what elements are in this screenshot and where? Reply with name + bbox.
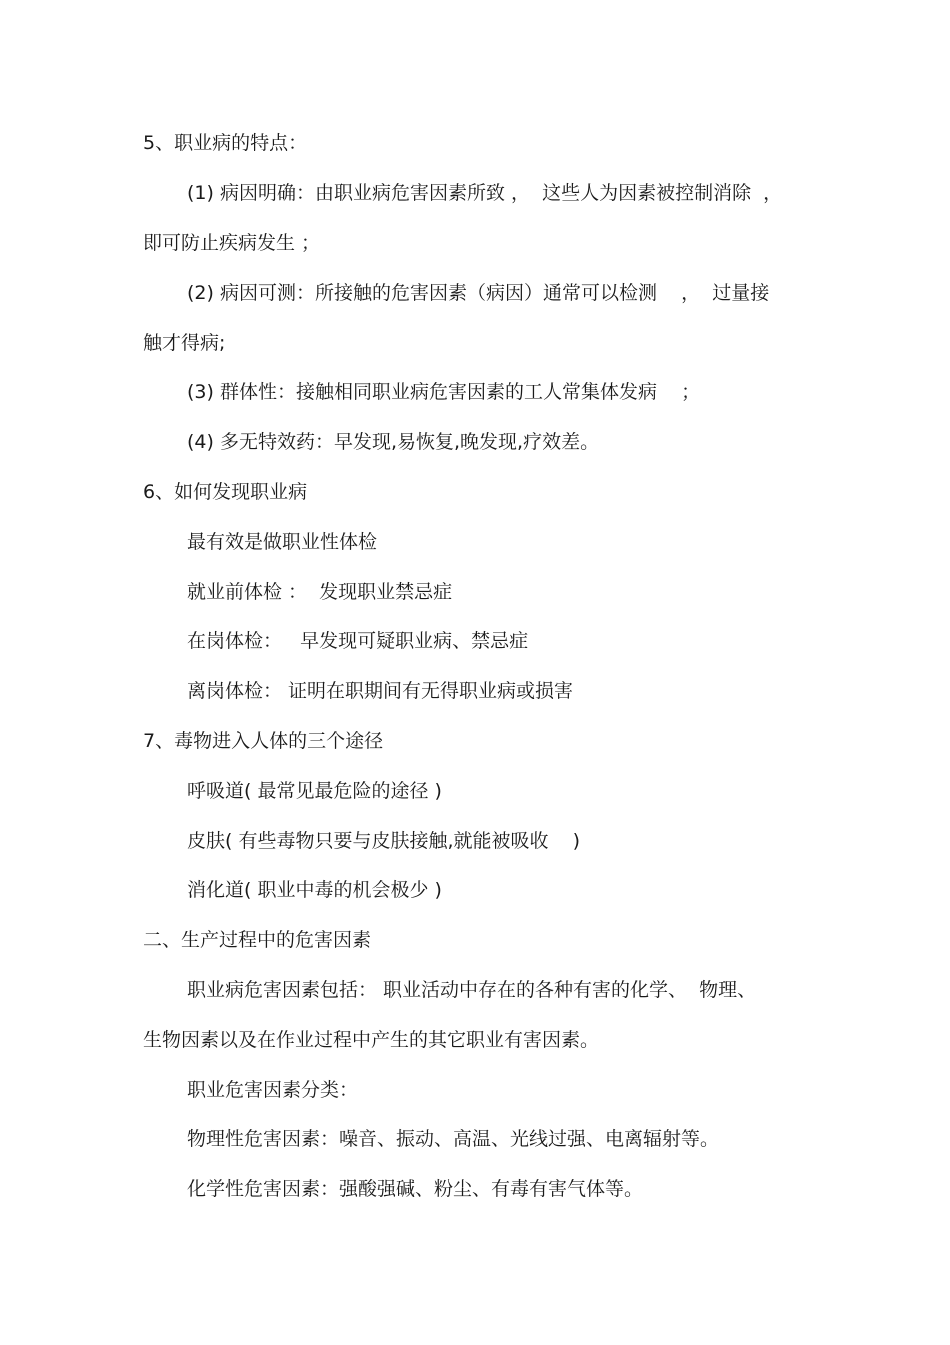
paragraph-line: (3) 群体性：接触相同职业病危害因素的工人常集体发病 ； xyxy=(187,381,701,403)
paragraph-line: (2) 病因可测：所接触的危害因素（病因）通常可以检测 ， 过量接 xyxy=(187,282,770,304)
heading-6: 6、如何发现职业病 xyxy=(143,481,308,503)
paragraph-line: 化学性危害因素：强酸强碱、粉尘、有毒有害气体等。 xyxy=(187,1178,644,1200)
paragraph-line: (1) 病因明确：由职业病危害因素所致 ， 这些人为因素被控制消除 ， xyxy=(187,182,783,204)
paragraph-line: 在岗体检： 早发现可疑职业病、禁忌症 xyxy=(187,630,529,652)
paragraph-line: 生物因素以及在作业过程中产生的其它职业有害因素。 xyxy=(143,1029,600,1051)
paragraph-line: 消化道( 职业中毒的机会极少 ) xyxy=(187,879,442,901)
paragraph-line: 即可防止疾病发生 ； xyxy=(143,232,321,254)
paragraph-line: 皮肤( 有些毒物只要与皮肤接触,就能被吸收 ) xyxy=(187,830,581,852)
heading-5: 5、职业病的特点： xyxy=(143,132,308,154)
paragraph-line: 离岗体检： 证明在职期间有无得职业病或损害 xyxy=(187,680,574,702)
paragraph-line: 物理性危害因素：噪音、振动、高温、光线过强、电离辐射等。 xyxy=(187,1128,720,1150)
paragraph-line: (4) 多无特效药：早发现,易恢复,晚发现,疗效差。 xyxy=(187,431,600,453)
paragraph-line: 职业病危害因素包括： 职业活动中存在的各种有害的化学、 物理、 xyxy=(187,979,757,1001)
paragraph-line: 最有效是做职业性体检 xyxy=(187,531,378,553)
paragraph-line: 就业前体检 ： 发现职业禁忌症 xyxy=(187,581,453,603)
paragraph-line: 触才得病; xyxy=(143,332,226,354)
section-heading-2: 二、生产过程中的危害因素 xyxy=(143,929,372,951)
heading-7: 7、毒物进入人体的三个途径 xyxy=(143,730,384,752)
paragraph-line: 职业危害因素分类： xyxy=(187,1079,359,1101)
paragraph-line: 呼吸道( 最常见最危险的途径 ) xyxy=(187,780,442,802)
